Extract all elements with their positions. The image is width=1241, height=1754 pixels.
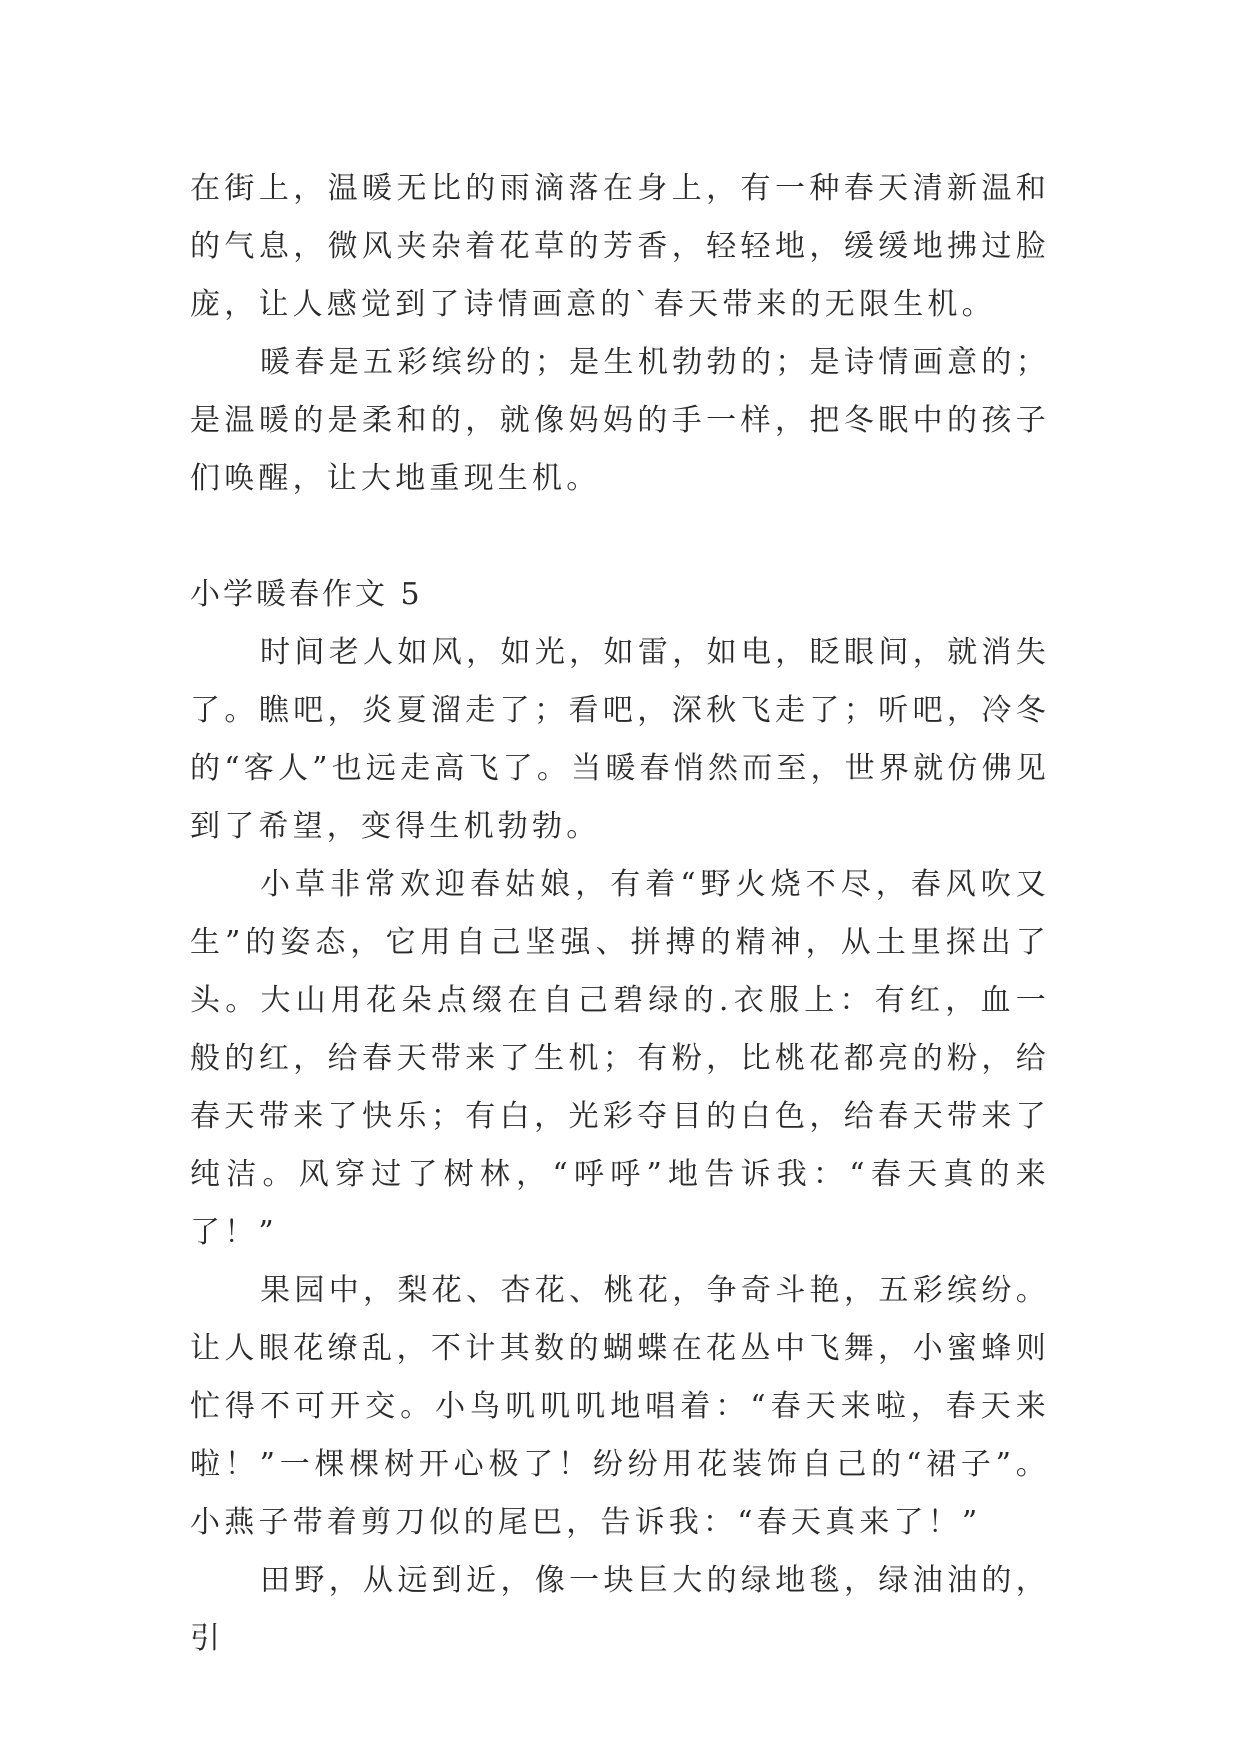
paragraph: 果园中，梨花、杏花、桃花，争奇斗艳，五彩缤纷。让人眼花缭乱，不计其数的蝴蝶在花丛中飞舞，小蜜蜂则忙得不可开交。小鸟叽叽叽地唱着：“春天来啦，春天来啦！”一棵棵树开心极了！纷纷用花装饰自己的“裙子”。小燕子带着剪刀似的尾巴，告诉我：“春天真来了！” xyxy=(190,1273,1050,1540)
paragraph: 小草非常欢迎春姑娘，有着“野火烧不尽，春风吹又生”的姿态，它用自己坚强、拼搏的精神，从土里探出了头。大山用花朵点缀在自己碧绿的.衣服上：有红，血一般的红，给春天带来了生机；有粉，比桃花都亮的粉，给春天带来了快乐；有白，光彩夺目的白色，给春天带来了纯洁。风穿过了树林，“呼呼”地告诉我：“春天真的来了！” xyxy=(190,867,1050,1250)
paragraph-continued: 在街上，温暖无比的雨滴落在身上，有一种春天清新温和的气息，微风夹杂着花草的芳香，轻轻地，缓缓地拂过脸庞，让人感觉到了诗情画意的`春天带来的无限生机。 xyxy=(190,171,1050,322)
document-body xyxy=(190,160,1050,1668)
section-title: 小学暖春作文 5 xyxy=(190,577,423,612)
paragraph: 田野，从远到近，像一块巨大的绿地毯，绿油油的，引 xyxy=(190,1563,1050,1656)
paragraph: 时间老人如风，如光，如雷，如电，眨眼间，就消失了。瞧吧，炎夏溜走了；看吧，深秋飞走了；听吧，冷冬的“客人”也远走高飞了。当暖春悄然而至，世界就仿佛见到了希望，变得生机勃勃。 xyxy=(190,635,1050,844)
paragraph: 暖春是五彩缤纷的；是生机勃勃的；是诗情画意的；是温暖的是柔和的，就像妈妈的手一样，把冬眠中的孩子们唤醒，让大地重现生机。 xyxy=(190,345,1050,496)
